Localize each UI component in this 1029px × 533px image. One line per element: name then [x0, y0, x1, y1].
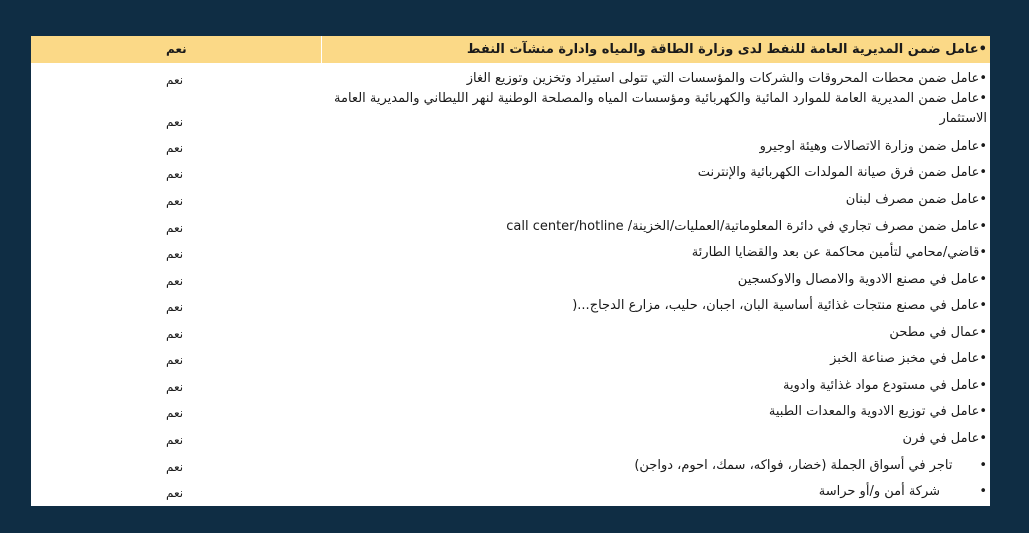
- row-description: •عامل في فرن: [902, 431, 987, 446]
- row-description: •عامل في توزيع الادوية والمعدات الطبية: [768, 404, 987, 419]
- row-text: تاجر في أسواق الجملة (خضار، فواكه، سمك، احوم، دواجن): [634, 458, 953, 473]
- row-answer: نعم: [166, 486, 184, 500]
- row-description: •عامل ضمن المديرية العامة للموارد المائية والكهربائية ومؤسسات المياه والمصلحة الوطنية لنهر الليطاني والمديرية العامة الاستثمار: [334, 91, 987, 126]
- row-description: •عامل ضمن فرق صيانة المولدات الكهربائية والإنترنت: [697, 165, 987, 180]
- header-answer: نعم: [166, 42, 187, 56]
- table-header-row: [31, 36, 990, 63]
- row-description: •عامل في مخبز صناعة الخبز: [830, 351, 987, 366]
- table-row: [31, 476, 990, 502]
- eligibility-table: [31, 36, 990, 502]
- row-answer: نعم: [166, 167, 184, 181]
- row-answer: نعم: [166, 73, 184, 87]
- row-answer: نعم: [166, 327, 184, 341]
- row-description: •عامل ضمن محطات المحروقات والشركات والمؤسسات التي تتولى استيراد وتخزين وتوزيع الغاز: [466, 71, 987, 86]
- table-row: [31, 290, 990, 316]
- row-description: •عامل في مستودع مواد غذائية وادوية: [782, 378, 987, 393]
- row-answer: نعم: [166, 274, 184, 288]
- row-text: شركة أمن و/أو حراسة: [818, 484, 941, 499]
- row-answer: نعم: [166, 460, 184, 474]
- row-description: •عامل ضمن مصرف تجاري في دائرة المعلوماتية/العمليات/الخزينة/ call center/hotline: [506, 219, 987, 234]
- document-page: [31, 36, 990, 506]
- row-description: •عامل في مصنع منتجات غذائية أساسية البان، اجبان، حليب، مزارع الدجاج...(: [572, 298, 987, 313]
- row-bullet: •: [979, 458, 987, 473]
- table-row: [31, 316, 990, 343]
- row-answer: نعم: [166, 221, 184, 235]
- row-description: [321, 483, 990, 502]
- table-row: [31, 89, 990, 131]
- table-row: [31, 396, 990, 422]
- row-description: •عامل في مصنع الادوية والامصال والاوكسجين: [737, 272, 987, 287]
- table-row: [31, 157, 990, 183]
- table-row: [31, 343, 990, 369]
- table-row: [31, 183, 990, 210]
- table-row: [31, 63, 990, 89]
- header-description: •عامل ضمن المديرية العامة للنفط لدى وزارة الطاقة والمياه وادارة منشآت النفط: [321, 36, 990, 63]
- table-row: [31, 237, 990, 263]
- table-row: [31, 210, 990, 237]
- row-answer: نعم: [166, 247, 184, 261]
- row-answer: نعم: [166, 406, 184, 420]
- row-answer: نعم: [166, 194, 184, 208]
- row-answer: نعم: [166, 115, 184, 129]
- row-bullet: •: [979, 484, 987, 499]
- table-row: [31, 263, 990, 290]
- row-description: •عامل ضمن وزارة الاتصالات وهيئة اوجيرو: [759, 139, 987, 154]
- row-description: •قاضي/محامي لتأمين محاكمة عن بعد والقضايا الطارئة: [691, 245, 987, 260]
- row-answer: نعم: [166, 380, 184, 394]
- table-row: [31, 131, 990, 157]
- row-description: •عمال في مطحن: [889, 325, 987, 340]
- row-answer: نعم: [166, 353, 184, 367]
- row-description: •عامل ضمن مصرف لبنان: [845, 192, 987, 207]
- table-row: [31, 422, 990, 449]
- table-row: [31, 449, 990, 476]
- row-answer: نعم: [166, 433, 184, 447]
- row-description: [321, 457, 990, 476]
- table-row: [31, 369, 990, 396]
- row-answer: نعم: [166, 300, 184, 314]
- row-answer: نعم: [166, 141, 184, 155]
